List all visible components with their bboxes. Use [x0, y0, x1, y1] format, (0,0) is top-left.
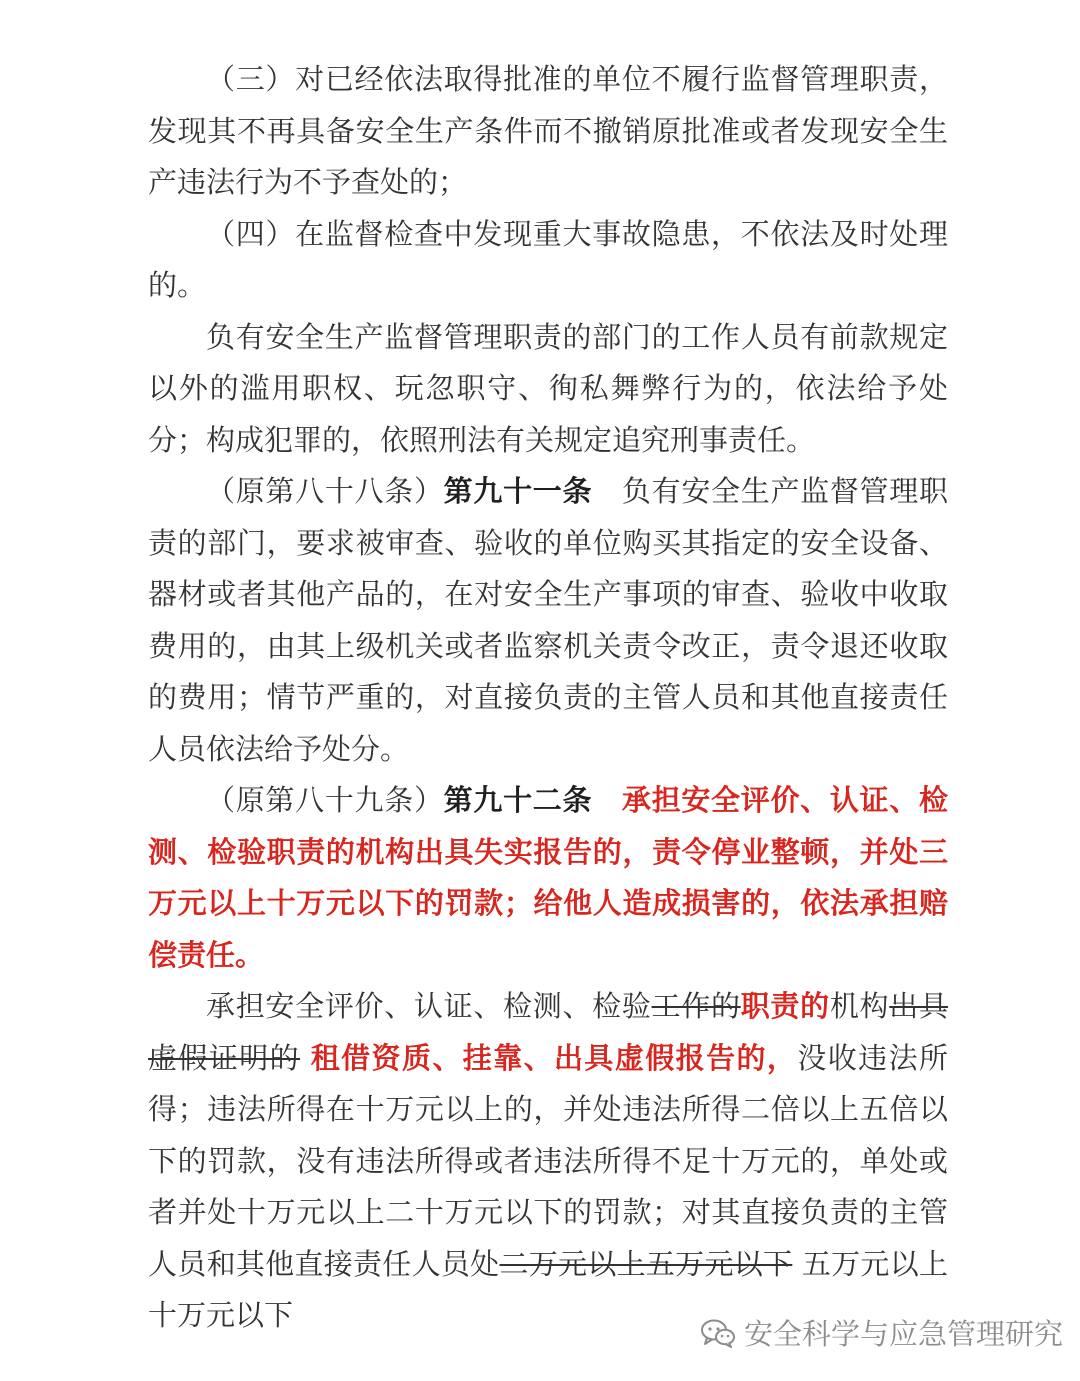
text-segment: 没收违法所得；违法所得在十万元以上的，并处违法所得二倍以上五倍以下的罚款，没有违法所得或者违法所得不足十万元的，单处或者并处十万元以上二十万元以下的罚款；对其直接负责的主管人员和其他直接责任人员处 [148, 1040, 948, 1281]
article-92-original-number: （原第八十九条） [206, 783, 444, 817]
deleted-text: 二万元以上五万元以下 [499, 1246, 793, 1281]
paragraph-officials: 负有安全生产监督管理职责的部门的工作人员有前款规定以外的滥用职权、玩忽职守、徇私舞弊行为的，依法给予处分；构成犯罪的，依照刑法有关规定追究刑事责任。 [148, 319, 948, 457]
article-91-original-number: （原第八十八条） [206, 474, 444, 508]
text-segment: 机构 [829, 989, 890, 1023]
article-92-title: 第九十二条 [443, 783, 593, 817]
watermark-text: 安全科学与应急管理研究 [744, 1317, 1064, 1351]
text-segment: 五万元以上十万元以下 [148, 1246, 948, 1332]
added-text: 租借资质、挂靠、出具虚假报告的， [310, 1040, 798, 1075]
article-91 [148, 466, 948, 775]
text-segment: 承担安全评价、认证、检测、检验 [206, 989, 652, 1023]
article-91-body: 负有安全生产监督管理职责的部门，要求被审查、验收的单位购买其指定的安全设备、器材或者其他产品的，在对安全生产事项的审查、验收中收取费用的，由其上级机关或者监察机关责令改正，责令退还收取的费用；情节严重的，对直接负责的主管人员和其他直接责任人员依法给予处分。 [148, 474, 948, 766]
article-92 [148, 775, 948, 981]
deleted-text: 出具虚假证明的 [148, 989, 948, 1075]
wechat-icon [700, 1318, 736, 1348]
added-text: 职责的 [740, 989, 830, 1023]
article-92-paragraph-2 [148, 981, 948, 1342]
paragraph-item-4: （四）在监督检查中发现重大事故隐患，不依法及时处理的。 [148, 216, 948, 302]
paragraph-item-3: （三）对已经依法取得批准的单位不履行监督管理职责，发现其不再具备安全生产条件而不撤销原批准或者发现安全生产违法行为不予查处的； [148, 62, 948, 199]
document-body [148, 54, 948, 1342]
text-segment [300, 1041, 311, 1075]
watermark [700, 1312, 1063, 1353]
deleted-text: 工作的 [651, 989, 741, 1023]
article-92-added-clause: 承担安全评价、认证、检测、检验职责的机构出具失实报告的，责令停业整顿，并处三万元以上十万元以下的罚款；给他人造成损害的，依法承担赔偿责任。 [148, 783, 948, 972]
article-91-title: 第九十一条 [443, 474, 593, 508]
